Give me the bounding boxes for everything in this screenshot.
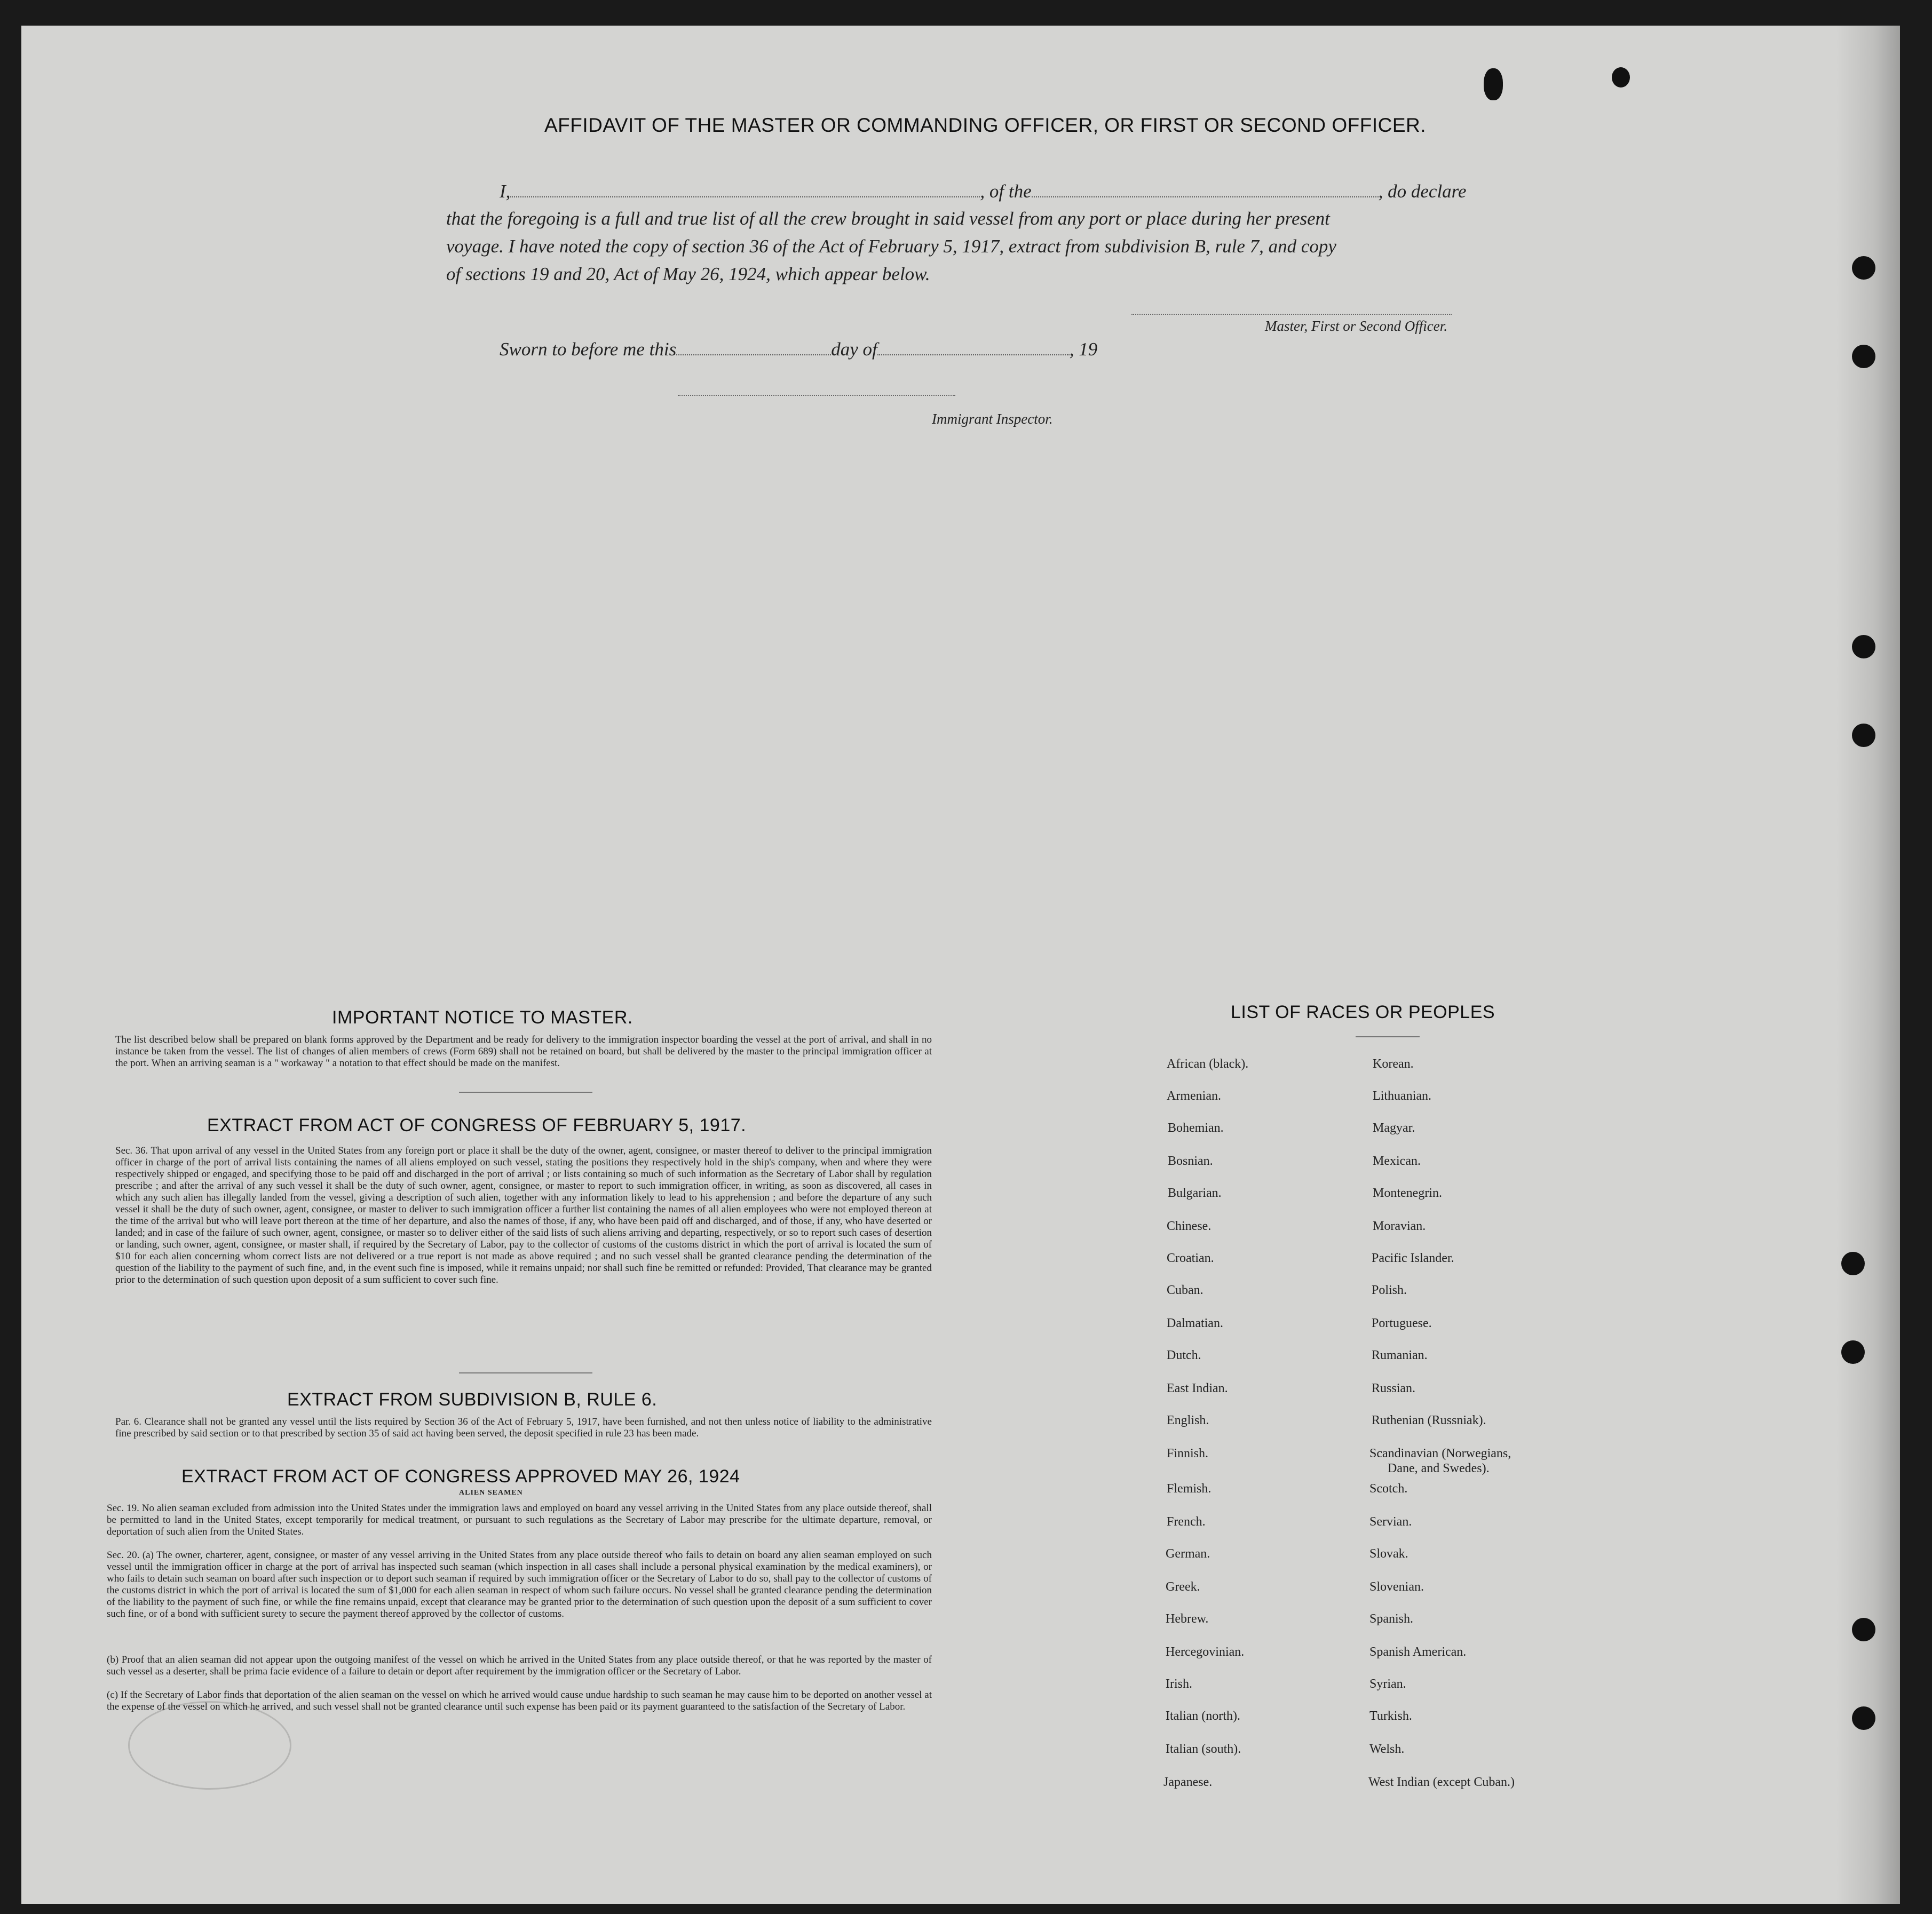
race-item: Chinese. xyxy=(1167,1219,1212,1233)
punch-hole xyxy=(1841,1252,1865,1275)
sworn-month-blank xyxy=(877,338,1070,355)
sec-19-text: Sec. 19. No alien seaman excluded from admission into the United States under the immigration laws and employed on board any vessel arriving in the United States from any place outside thereof, shall be permitted to land in the United States, except temporarily for medical treatment, or pursuant to such regulations as the Secretary of Labor may prescribe for the ultimate departure, removal, or deportation of such alien from the United States. xyxy=(107,1503,932,1537)
race-item: Dutch. xyxy=(1167,1348,1201,1362)
sworn-year-label: , 19 xyxy=(1069,339,1098,360)
extract-1917-title: EXTRACT FROM ACT OF CONGRESS OF FEBRUARY 5, 1917. xyxy=(207,1115,747,1135)
affidavit-i-label: I, xyxy=(500,181,511,202)
affidavit-declaration-line xyxy=(500,180,1467,202)
master-signature-line xyxy=(1131,314,1452,315)
race-item: Flemish. xyxy=(1167,1482,1212,1496)
race-item: Welsh. xyxy=(1369,1742,1405,1756)
sec-20b-text: (b) Proof that an alien seaman did not appear upon the outgoing manifest of the vessel on which he arrived in the United States from any place outside thereof, or that he was reported by the master of such vessel as a deserter, shall be prima facie evidence of a failure to detain or deport after requirement by the immigration officer or the Secretary of Labor. xyxy=(107,1654,932,1677)
affidavit-title: AFFIDAVIT OF THE MASTER OR COMMANDING OFFICER, OR FIRST OR SECOND OFFICER. xyxy=(544,114,1427,136)
race-item: Magyar. xyxy=(1373,1121,1415,1135)
race-item: Hebrew. xyxy=(1166,1612,1209,1626)
affidavit-declare-label: , do declare xyxy=(1378,181,1467,202)
race-item: Spanish. xyxy=(1369,1612,1414,1626)
race-item: English. xyxy=(1167,1413,1209,1427)
race-item: Slovak. xyxy=(1369,1547,1408,1561)
master-signature-caption: Master, First or Second Officer. xyxy=(1265,318,1447,334)
race-item: Italian (north). xyxy=(1166,1709,1240,1723)
document-sheet xyxy=(21,26,1900,1904)
race-item: Scandinavian (Norwegians, xyxy=(1369,1447,1511,1460)
race-item: Turkish. xyxy=(1369,1709,1412,1723)
race-item: Cuban. xyxy=(1167,1283,1203,1297)
alien-seamen-subtitle: ALIEN SEAMEN xyxy=(459,1489,523,1497)
race-item: Dane, and Swedes). xyxy=(1388,1462,1490,1475)
race-item: Montenegrin. xyxy=(1373,1186,1442,1200)
sworn-day-of-label: day of xyxy=(831,339,877,360)
race-item: Bosnian. xyxy=(1168,1154,1213,1168)
section-divider xyxy=(459,1372,592,1373)
faint-stamp-mark xyxy=(128,1701,291,1790)
affidavit-line-4: of sections 19 and 20, Act of May 26, 1924, which appear below. xyxy=(446,264,930,284)
race-item: Scotch. xyxy=(1369,1482,1408,1496)
inspector-signature-caption: Immigrant Inspector. xyxy=(932,411,1053,427)
race-item: West Indian (except Cuban.) xyxy=(1368,1775,1515,1789)
vessel-blank xyxy=(1032,180,1379,197)
race-item: Mexican. xyxy=(1373,1154,1421,1168)
rule-6-text: Par. 6. Clearance shall not be granted any vessel until the lists required by Section 36 of the Act of February 5, 1917, have been furnished, and not then unless notice of liability to the administrative fine prescribed by said section or to that prescribed by section 35 of said act having been served, the deposit specified in rule 23 has been made. xyxy=(115,1416,932,1439)
race-item: Spanish American. xyxy=(1369,1645,1467,1659)
ink-blot xyxy=(1484,68,1503,100)
race-item: Slovenian. xyxy=(1369,1580,1424,1594)
race-item: African (black). xyxy=(1167,1057,1249,1071)
race-item: Bohemian. xyxy=(1168,1121,1224,1135)
race-item: Hercegovinian. xyxy=(1166,1645,1245,1659)
race-item: Portuguese. xyxy=(1372,1316,1432,1330)
section-divider xyxy=(459,1092,592,1093)
punch-hole xyxy=(1852,256,1875,280)
races-title: LIST OF RACES OR PEOPLES xyxy=(1231,1002,1495,1022)
extract-1917-text: Sec. 36. That upon arrival of any vessel in the United States from any foreign port or place it shall be the duty of the owner, agent, consignee, or master thereof to deliver to the principal immigration officer in charge of the port of arrival lists containing the names of all aliens employed on such vessel, stating the positions they respectively hold in the ship's company, when and where they were respectively shipped or engaged, and specifying those to be paid off and discharged in the port of arrival ; or lists containing so much of such information as the Secretary of Labor shall by regulation prescribe ; and after the arrival of any such vessel it shall be the duty of such owner, agent, consignee, or master to report to such immigration officer, in writing, as soon as discovered, all cases in which any such alien has illegally landed from the vessel, giving a description of such alien, together with any information likely to lead to his apprehension ; and before the departure of any such vessel it shall be the duty of such owner, agent, consignee, or master to deliver to such immigration officer a further list containing the names of all alien employees who were not employed thereon at the time of the arrival but who will leave port thereon at the time of her departure, and also the names of those, if any, who have been paid off and discharged, and of those, if any, who have deserted or landed; and in case of the failure of such owner, agent, consignee, or master so to deliver either of the said lists of such aliens arriving and departing, respectively, or so to report such cases of desertion or landing, such owner, agent, consignee, or master shall, if required by the Secretary of Labor, pay to the collector of customs of the customs district in which the port of arrival is located the sum of $10 for each alien concerning whom correct lists are not delivered or a true report is not made as above required ; and no such vessel shall be granted clearance pending the determination of the question of the liability to the payment of such fine, and, in the event such fine is imposed, while it remains unpaid; nor shall such fine be remitted or refunded: Provided, That clearance may be granted prior to the determination of such question upon deposit of a sum sufficient to cover such fine. xyxy=(115,1145,932,1285)
sworn-line xyxy=(500,338,1097,360)
race-item: Italian (south). xyxy=(1166,1742,1241,1756)
punch-hole xyxy=(1852,345,1875,368)
race-item: Servian. xyxy=(1369,1515,1412,1529)
sworn-day-blank xyxy=(676,338,831,355)
ink-blot xyxy=(1612,67,1630,88)
race-item: Pacific Islander. xyxy=(1372,1251,1454,1265)
race-item: East Indian. xyxy=(1167,1381,1228,1395)
race-item: Ruthenian (Russniak). xyxy=(1372,1413,1486,1427)
sec-20c-text: (c) If the Secretary of Labor finds that deportation of the alien seaman on the vessel on which he arrived would cause undue hardship to such seaman he may cause him to be deported on another vessel at the expense of the vessel on which he arrived, and such vessel shall not be granted clearance until such expense has been paid or its payment guaranteed to the satisfaction of the Secretary of Labor. xyxy=(107,1689,932,1712)
race-item: French. xyxy=(1167,1515,1206,1529)
race-item: Polish. xyxy=(1372,1283,1407,1297)
notice-text: The list described below shall be prepared on blank forms approved by the Department and be ready for delivery to the immigration inspector boarding the vessel at the port of arrival, and shall in no instance be taken from the vessel. The list of changes of alien members of crews (Form 689) shall not be retained on board, but shall be delivered by the master to the principal immigration officer at the port. When an arriving seaman is a " workaway " a notation to that effect should be made on the manifest. xyxy=(115,1034,932,1069)
inspector-signature-line xyxy=(678,395,955,396)
punch-hole xyxy=(1852,1618,1875,1641)
race-item: Syrian. xyxy=(1369,1677,1406,1691)
sworn-label: Sworn to before me this xyxy=(500,339,677,360)
race-item: Croatian. xyxy=(1167,1251,1214,1265)
race-item: Armenian. xyxy=(1167,1089,1221,1103)
race-item: Lithuanian. xyxy=(1373,1089,1431,1103)
race-item: Greek. xyxy=(1166,1580,1200,1594)
affidavit-line-2: that the foregoing is a full and true list of all the crew brought in said vessel from any port or place during her present xyxy=(446,208,1330,229)
race-item: Rumanian. xyxy=(1372,1348,1428,1362)
race-item: Moravian. xyxy=(1373,1219,1426,1233)
punch-hole xyxy=(1841,1340,1865,1364)
punch-hole xyxy=(1852,635,1875,658)
race-item: Russian. xyxy=(1372,1381,1416,1395)
rule-6-title: EXTRACT FROM SUBDIVISION B, RULE 6. xyxy=(287,1389,658,1410)
punch-hole xyxy=(1852,1706,1875,1730)
race-item: Irish. xyxy=(1166,1677,1192,1691)
race-item: Bulgarian. xyxy=(1168,1186,1222,1200)
races-divider xyxy=(1356,1036,1420,1037)
race-item: Korean. xyxy=(1373,1057,1414,1071)
race-item: Finnish. xyxy=(1167,1447,1209,1460)
sec-20a-text: Sec. 20. (a) The owner, charterer, agent, consignee, or master of any vessel arriving in the United States from any place outside thereof who fails to detain on board any alien seaman employed on such vessel until the immigration officer in charge at the port of arrival has inspected such seaman (which inspection in all cases shall include a personal physical examination by the medical examiners), or who fails to detain such seaman on board after such inspection or to deport such seaman if required by such immigration officer or the Secretary of Labor to do so, shall pay to the collector of customs of the customs district in which the port of arrival is located the sum of $1,000 for each alien seaman in respect of whom such failure occurs. No vessel shall be granted clearance pending the determination of the liability to the payment of such fine, or while the fine remains unpaid, except that clearance may be granted prior to the determination of such question upon the deposit of a sum sufficient to cover such fine, or of a bond with sufficient surety to secure the payment thereof approved by the collector of customs. xyxy=(107,1550,932,1619)
race-item: German. xyxy=(1166,1547,1210,1561)
extract-1924-title: EXTRACT FROM ACT OF CONGRESS APPROVED MAY 26, 1924 xyxy=(181,1466,740,1487)
affidavit-of-label: , of the xyxy=(980,181,1032,202)
race-item: Japanese. xyxy=(1163,1775,1213,1789)
punch-hole xyxy=(1852,724,1875,747)
affidavit-line-3: voyage. I have noted the copy of section 36 of the Act of February 5, 1917, extract from subdivision B, rule 7, and copy xyxy=(446,236,1336,257)
name-blank xyxy=(510,180,980,197)
race-item: Dalmatian. xyxy=(1167,1316,1223,1330)
notice-title: IMPORTANT NOTICE TO MASTER. xyxy=(332,1007,633,1028)
